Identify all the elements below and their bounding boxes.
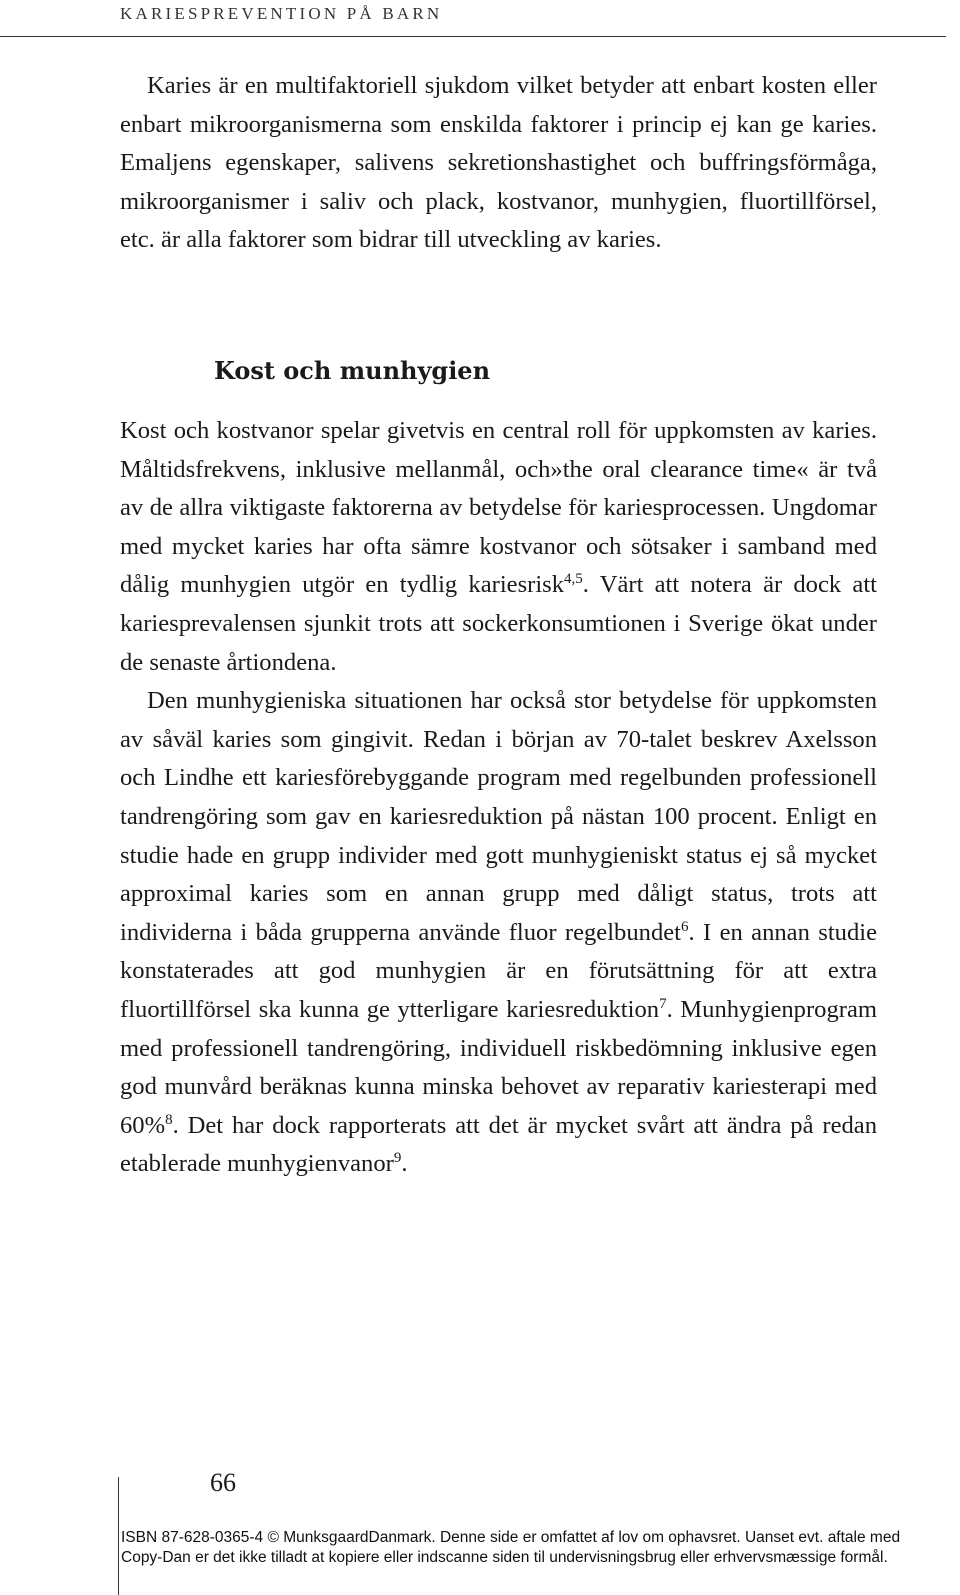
- page-number: 66: [210, 1468, 236, 1497]
- paragraph-hygiene-text-b: . I en annan studie konstaterades att god munhygien är en förutsättning för att extra fluortillförsel ska kunna ge ytterligare kariesreduktion: [120, 918, 877, 1023]
- reference-8: 8: [165, 1111, 173, 1128]
- paragraph-hygiene-text-a: Den munhygieniska situationen har också stor betydelse för uppkomsten av såväl karies som gingivit. Redan i början av 70-talet beskrev Axelsson och Lindhe ett kariesförebyggande program med regelbunden professionell tandrengöring som gav en kariesreduktion på nästan 100 procent. Enligt en studie hade en grupp individer med gott munhygieniskt status ej så mycket approximal karies som en annan grupp med dåligt status, trots att individerna i båda grupperna använde fluor regelbundet: [120, 687, 877, 946]
- reference-7: 7: [659, 995, 667, 1012]
- intro-paragraph: [120, 67, 877, 260]
- running-head: KARIESPREVENTION PÅ BARN: [120, 4, 443, 23]
- paragraph-diet-text-a: Kost och kostvanor spelar givetvis en central roll för uppkomsten av karies. Måltidsfrekvens, inklusive mellanmål, och»the oral clearance time« är två av de allra viktigaste faktorerna av betydelse för kariesprocessen. Ungdomar med mycket karies har ofta sämre kostvanor och sötsaker i samband med dålig munhygien utgör en tydlig kariesrisk: [120, 417, 877, 599]
- reference-4-5: 4,5: [564, 571, 583, 588]
- footer-line-1: ISBN 87-628-0365-4 © MunksgaardDanmark. Denne side er omfattet af lov om ophavsret. Uanset evt. aftale med: [121, 1529, 901, 1546]
- intro-text: Karies är en multifaktoriell sjukdom vilket betyder att enbart kosten eller enbart mikroorganismerna som enskilda faktorer i princip ej kan ge karies. Emaljens egenskaper, salivens sekretionshastighet och buffringsförmåga, mikroorganismer i saliv och plack, kostvanor, munhygien, fluortillförsel, etc. är alla faktorer som bidrar till utveckling av karies.: [120, 72, 877, 254]
- margin-rule: [118, 1477, 119, 1595]
- paragraph-hygiene-text-c: . Munhygienprogram med professionell tandrengöring, individuell riskbedömning inklusive egen god munvård beräknas kunna minska behovet av reparativ kariesterapi med 60%: [120, 995, 878, 1139]
- reference-9: 9: [393, 1150, 402, 1167]
- paragraph-diet: [120, 412, 877, 682]
- header-rule: [0, 36, 946, 37]
- paragraph-hygiene-text-d: . Det har dock rapporterats att det är mycket svårt att ändra på redan etablerade munhygienvanor: [120, 1111, 877, 1178]
- copyright-footer: [121, 1528, 956, 1568]
- paragraph-hygiene-text-e: .: [401, 1150, 408, 1178]
- paragraph-diet-text-b: . Värt att notera är dock att kariesprevalensen sjunkit trots att sockerkonsumtionen i Sverige ökat under de senaste årtiondena.: [120, 571, 877, 676]
- paragraph-hygiene: [120, 682, 877, 1184]
- footer-line-2: Copy-Dan er det ikke tilladt at kopiere eller indscanne siden til undervisningsbrug eller erhvervsmæssige formål.: [121, 1549, 888, 1566]
- reference-6: 6: [681, 918, 689, 935]
- section-body: [120, 412, 877, 1184]
- section-heading: Kost och munhygien: [214, 356, 491, 385]
